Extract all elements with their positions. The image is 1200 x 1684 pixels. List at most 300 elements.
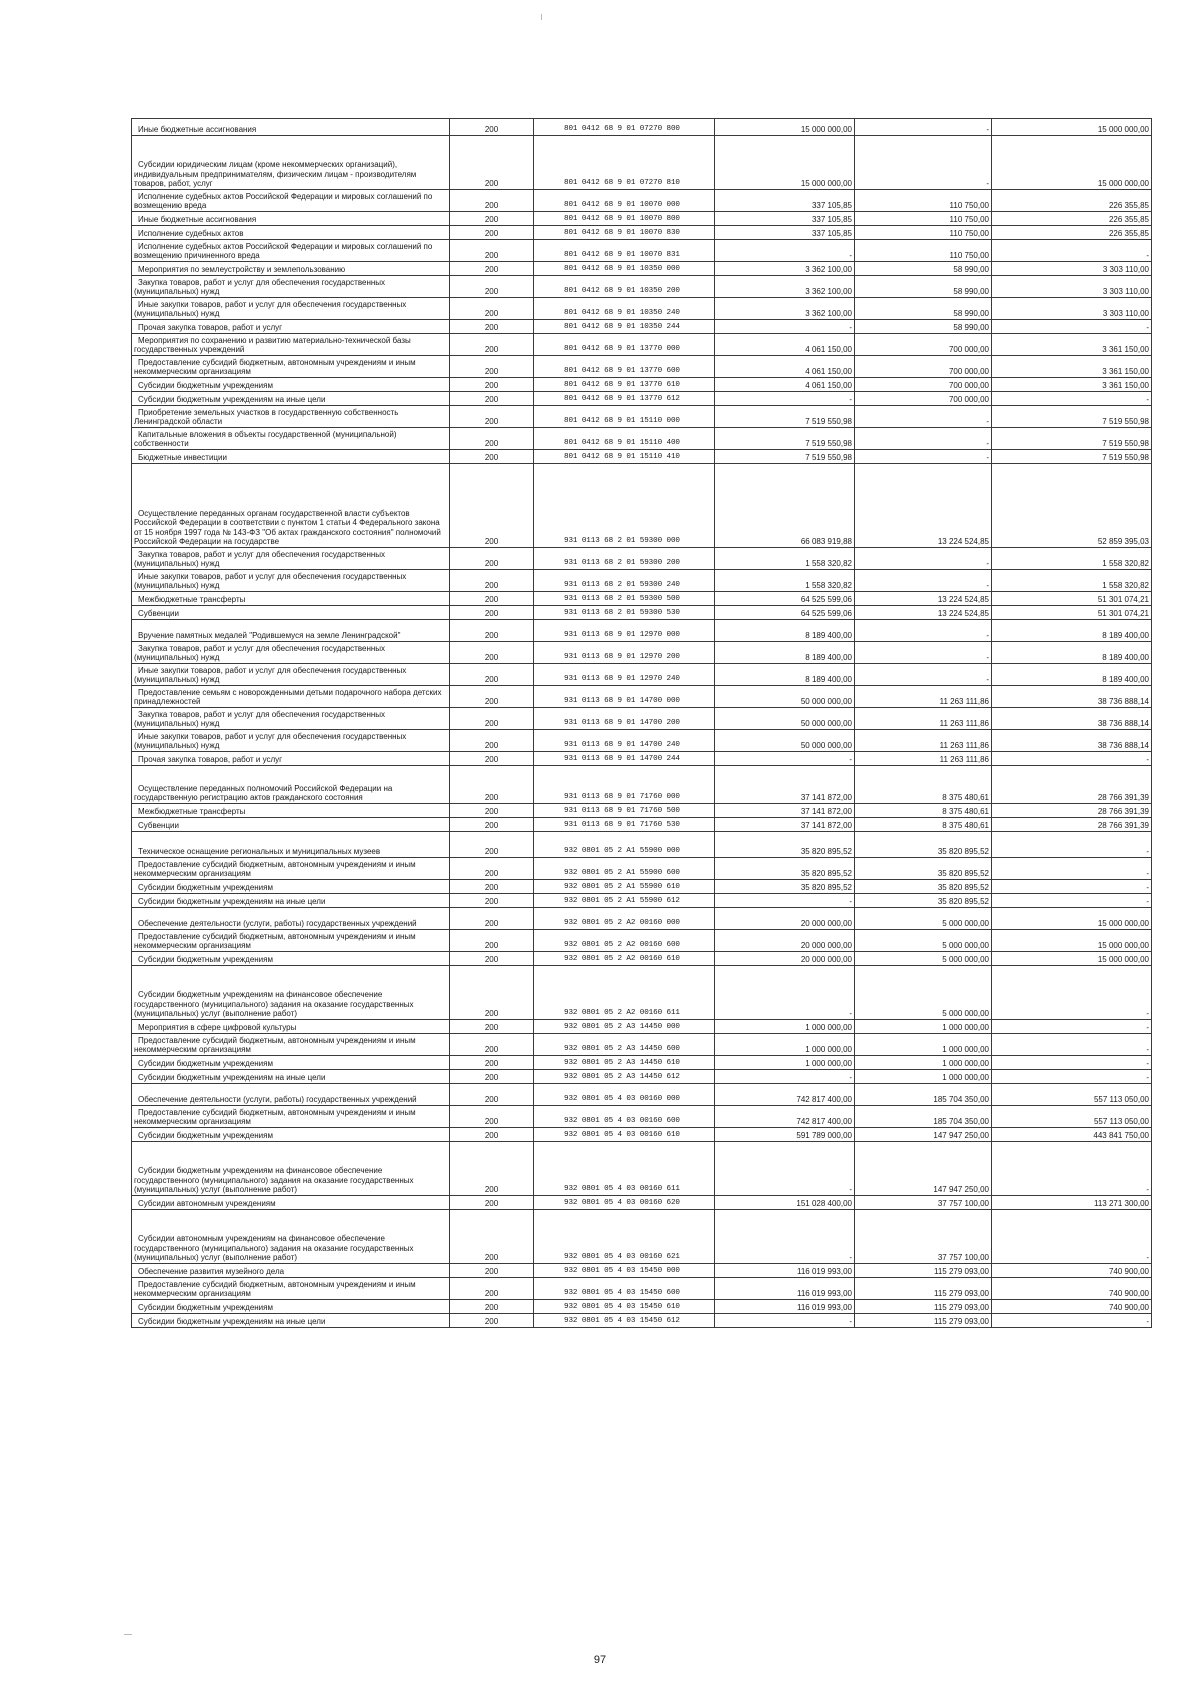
row-name-cell: Предоставление субсидий бюджетным, автономным учреждениям и иным некоммерческим организациям <box>132 356 450 378</box>
row-kbk-cell: 932 0801 05 2 A3 14450 600 <box>534 1034 715 1056</box>
table-row <box>132 334 1152 356</box>
row-value-executed-cell: 37 757 100,00 <box>855 1210 992 1264</box>
row-name-cell: Субсидии юридическим лицам (кроме некоммерческих организаций), индивидуальным предпринимателям, физическим лицам - производителям товаров, работ, услуг <box>132 136 450 190</box>
row-kbk-cell: 931 0113 68 9 01 71760 530 <box>534 818 715 832</box>
row-value-executed-cell: 115 279 093,00 <box>855 1300 992 1314</box>
row-name-cell: Исполнение судебных актов <box>132 226 450 240</box>
row-code-cell: 200 <box>450 894 534 908</box>
table-row <box>132 406 1152 428</box>
row-value-executed-cell: 110 750,00 <box>855 212 992 226</box>
row-kbk-cell: 931 0113 68 2 01 59300 530 <box>534 606 715 620</box>
row-value-executed-cell: 58 990,00 <box>855 276 992 298</box>
row-name-cell: Предоставление субсидий бюджетным, автономным учреждениям и иным некоммерческим организациям <box>132 1106 450 1128</box>
row-kbk-cell: 801 0412 68 9 01 07270 810 <box>534 136 715 190</box>
row-value-remaining-cell: 740 900,00 <box>992 1264 1152 1278</box>
row-value-approved-cell: 8 189 400,00 <box>715 664 855 686</box>
row-value-remaining-cell: 7 519 550,98 <box>992 428 1152 450</box>
row-kbk-cell: 932 0801 05 2 A2 00160 600 <box>534 930 715 952</box>
row-code-cell: 200 <box>450 880 534 894</box>
row-value-executed-cell: 700 000,00 <box>855 392 992 406</box>
row-value-remaining-cell: - <box>992 1070 1152 1084</box>
row-value-approved-cell: 3 362 100,00 <box>715 262 855 276</box>
row-value-executed-cell: 1 000 000,00 <box>855 1070 992 1084</box>
row-kbk-cell: 932 0801 05 2 A3 14450 000 <box>534 1020 715 1034</box>
row-value-approved-cell: 15 000 000,00 <box>715 136 855 190</box>
row-value-executed-cell: 1 000 000,00 <box>855 1020 992 1034</box>
table-row <box>132 428 1152 450</box>
row-value-approved-cell: 337 105,85 <box>715 190 855 212</box>
row-name-cell: Субсидии бюджетным учреждениям <box>132 1056 450 1070</box>
row-value-approved-cell: 37 141 872,00 <box>715 766 855 804</box>
row-kbk-cell: 932 0801 05 4 03 15450 000 <box>534 1264 715 1278</box>
row-kbk-cell: 932 0801 05 4 03 00160 000 <box>534 1084 715 1106</box>
row-name-cell: Субсидии бюджетным учреждениям на иные цели <box>132 392 450 406</box>
row-value-approved-cell: 7 519 550,98 <box>715 406 855 428</box>
row-kbk-cell: 801 0412 68 9 01 13770 610 <box>534 378 715 392</box>
table-row <box>132 392 1152 406</box>
scan-artifact <box>541 14 542 20</box>
row-name-cell: Обеспечение развития музейного дела <box>132 1264 450 1278</box>
row-code-cell: 200 <box>450 592 534 606</box>
row-value-approved-cell: 116 019 993,00 <box>715 1264 855 1278</box>
table-row <box>132 858 1152 880</box>
row-kbk-cell: 931 0113 68 9 01 14700 244 <box>534 752 715 766</box>
table-row <box>132 592 1152 606</box>
row-value-remaining-cell: - <box>992 894 1152 908</box>
table-row <box>132 378 1152 392</box>
row-name-cell: Иные закупки товаров, работ и услуг для обеспечения государственных (муниципальных) нужд <box>132 298 450 320</box>
row-value-remaining-cell: 443 841 750,00 <box>992 1128 1152 1142</box>
row-value-remaining-cell: 38 736 888,14 <box>992 730 1152 752</box>
table-row <box>132 966 1152 1020</box>
row-value-approved-cell: 116 019 993,00 <box>715 1300 855 1314</box>
row-code-cell: 200 <box>450 1034 534 1056</box>
row-code-cell: 200 <box>450 1300 534 1314</box>
row-code-cell: 200 <box>450 908 534 930</box>
row-code-cell: 200 <box>450 730 534 752</box>
row-value-remaining-cell: 226 355,85 <box>992 226 1152 240</box>
row-code-cell: 200 <box>450 136 534 190</box>
row-value-remaining-cell: 8 189 400,00 <box>992 642 1152 664</box>
row-value-remaining-cell: 1 558 320,82 <box>992 570 1152 592</box>
row-value-approved-cell: 1 000 000,00 <box>715 1056 855 1070</box>
budget-table-body <box>132 119 1152 1328</box>
row-name-cell: Иные закупки товаров, работ и услуг для обеспечения государственных (муниципальных) нужд <box>132 570 450 592</box>
table-row <box>132 262 1152 276</box>
table-row <box>132 1142 1152 1196</box>
row-value-executed-cell: - <box>855 406 992 428</box>
row-value-executed-cell: 185 704 350,00 <box>855 1106 992 1128</box>
row-code-cell: 200 <box>450 966 534 1020</box>
row-value-approved-cell: 8 189 400,00 <box>715 642 855 664</box>
row-code-cell: 200 <box>450 119 534 136</box>
row-value-approved-cell: 66 083 919,88 <box>715 464 855 548</box>
row-value-approved-cell: 35 820 895,52 <box>715 880 855 894</box>
row-name-cell: Субсидии бюджетным учреждениям <box>132 880 450 894</box>
row-code-cell: 200 <box>450 392 534 406</box>
row-code-cell: 200 <box>450 1106 534 1128</box>
row-value-remaining-cell: 8 189 400,00 <box>992 620 1152 642</box>
row-value-remaining-cell: 3 361 150,00 <box>992 334 1152 356</box>
row-value-remaining-cell: - <box>992 880 1152 894</box>
row-kbk-cell: 932 0801 05 4 03 00160 620 <box>534 1196 715 1210</box>
row-value-executed-cell: 110 750,00 <box>855 240 992 262</box>
row-value-remaining-cell: 15 000 000,00 <box>992 952 1152 966</box>
row-value-approved-cell: 591 789 000,00 <box>715 1128 855 1142</box>
row-code-cell: 200 <box>450 642 534 664</box>
row-code-cell: 200 <box>450 570 534 592</box>
table-row <box>132 1278 1152 1300</box>
row-kbk-cell: 801 0412 68 9 01 07270 800 <box>534 119 715 136</box>
row-value-approved-cell: 3 362 100,00 <box>715 298 855 320</box>
table-row <box>132 1210 1152 1264</box>
row-value-remaining-cell: - <box>992 1210 1152 1264</box>
row-value-approved-cell: 337 105,85 <box>715 212 855 226</box>
row-value-remaining-cell: 51 301 074,21 <box>992 592 1152 606</box>
row-value-remaining-cell: 28 766 391,39 <box>992 818 1152 832</box>
row-value-executed-cell: 11 263 111,86 <box>855 730 992 752</box>
row-kbk-cell: 932 0801 05 4 03 00160 611 <box>534 1142 715 1196</box>
row-value-executed-cell: - <box>855 570 992 592</box>
table-row <box>132 464 1152 548</box>
row-value-approved-cell: - <box>715 1142 855 1196</box>
row-value-executed-cell: 11 263 111,86 <box>855 686 992 708</box>
row-value-remaining-cell: - <box>992 966 1152 1020</box>
row-kbk-cell: 932 0801 05 2 A3 14450 610 <box>534 1056 715 1070</box>
row-value-approved-cell: - <box>715 894 855 908</box>
row-name-cell: Предоставление субсидий бюджетным, автономным учреждениям и иным некоммерческим организациям <box>132 1278 450 1300</box>
row-kbk-cell: 931 0113 68 9 01 12970 200 <box>534 642 715 664</box>
row-value-remaining-cell: 7 519 550,98 <box>992 450 1152 464</box>
row-value-executed-cell: 8 375 480,61 <box>855 804 992 818</box>
row-value-executed-cell: 11 263 111,86 <box>855 752 992 766</box>
row-value-executed-cell: - <box>855 664 992 686</box>
row-name-cell: Субсидии бюджетным учреждениям <box>132 1128 450 1142</box>
row-kbk-cell: 932 0801 05 2 A1 55900 612 <box>534 894 715 908</box>
row-value-executed-cell: 35 820 895,52 <box>855 858 992 880</box>
row-value-remaining-cell: 113 271 300,00 <box>992 1196 1152 1210</box>
row-kbk-cell: 931 0113 68 9 01 14700 000 <box>534 686 715 708</box>
row-value-executed-cell: - <box>855 428 992 450</box>
row-name-cell: Субвенции <box>132 818 450 832</box>
row-code-cell: 200 <box>450 334 534 356</box>
row-kbk-cell: 931 0113 68 2 01 59300 500 <box>534 592 715 606</box>
row-name-cell: Исполнение судебных актов Российской Федерации и мировых соглашений по возмещению вреда <box>132 190 450 212</box>
table-row <box>132 136 1152 190</box>
row-name-cell: Прочая закупка товаров, работ и услуг <box>132 752 450 766</box>
row-value-approved-cell: 151 028 400,00 <box>715 1196 855 1210</box>
row-code-cell: 200 <box>450 832 534 858</box>
row-name-cell: Мероприятия по землеустройству и землепользованию <box>132 262 450 276</box>
row-value-approved-cell: - <box>715 320 855 334</box>
row-value-approved-cell: 1 000 000,00 <box>715 1034 855 1056</box>
row-code-cell: 200 <box>450 752 534 766</box>
table-row <box>132 832 1152 858</box>
row-name-cell: Закупка товаров, работ и услуг для обеспечения государственных (муниципальных) нужд <box>132 642 450 664</box>
row-value-approved-cell: 35 820 895,52 <box>715 858 855 880</box>
table-row <box>132 1264 1152 1278</box>
row-value-executed-cell: - <box>855 642 992 664</box>
row-kbk-cell: 801 0412 68 9 01 10350 244 <box>534 320 715 334</box>
row-value-remaining-cell: 3 303 110,00 <box>992 262 1152 276</box>
row-value-remaining-cell: 226 355,85 <box>992 190 1152 212</box>
row-value-executed-cell: 185 704 350,00 <box>855 1084 992 1106</box>
row-value-executed-cell: 700 000,00 <box>855 378 992 392</box>
table-row <box>132 1106 1152 1128</box>
table-row <box>132 930 1152 952</box>
row-value-remaining-cell: 28 766 391,39 <box>992 804 1152 818</box>
row-kbk-cell: 801 0412 68 9 01 13770 612 <box>534 392 715 406</box>
row-kbk-cell: 801 0412 68 9 01 10350 000 <box>534 262 715 276</box>
row-code-cell: 200 <box>450 1128 534 1142</box>
row-code-cell: 200 <box>450 818 534 832</box>
row-value-approved-cell: 20 000 000,00 <box>715 908 855 930</box>
table-row <box>132 212 1152 226</box>
row-kbk-cell: 932 0801 05 4 03 00160 600 <box>534 1106 715 1128</box>
row-code-cell: 200 <box>450 1070 534 1084</box>
row-name-cell: Предоставление семьям с новорожденными детьми подарочного набора детских принадлежностей <box>132 686 450 708</box>
row-value-approved-cell: 742 817 400,00 <box>715 1106 855 1128</box>
row-value-remaining-cell: 3 361 150,00 <box>992 356 1152 378</box>
row-value-executed-cell: 147 947 250,00 <box>855 1142 992 1196</box>
row-value-executed-cell: - <box>855 548 992 570</box>
row-name-cell: Вручение памятных медалей "Родившемуся на земле Ленинградской" <box>132 620 450 642</box>
row-code-cell: 200 <box>450 606 534 620</box>
row-value-approved-cell: 50 000 000,00 <box>715 708 855 730</box>
page-number: 97 <box>593 1654 607 1666</box>
row-value-executed-cell: - <box>855 620 992 642</box>
row-value-approved-cell: 4 061 150,00 <box>715 356 855 378</box>
table-row <box>132 908 1152 930</box>
row-value-remaining-cell: - <box>992 240 1152 262</box>
row-code-cell: 200 <box>450 378 534 392</box>
row-value-executed-cell: 13 224 524,85 <box>855 592 992 606</box>
row-kbk-cell: 932 0801 05 2 A1 55900 000 <box>534 832 715 858</box>
table-row <box>132 1196 1152 1210</box>
row-value-approved-cell: 15 000 000,00 <box>715 119 855 136</box>
row-value-remaining-cell: - <box>992 832 1152 858</box>
row-code-cell: 200 <box>450 262 534 276</box>
row-code-cell: 200 <box>450 356 534 378</box>
row-value-approved-cell: - <box>715 1070 855 1084</box>
row-code-cell: 200 <box>450 1196 534 1210</box>
row-code-cell: 200 <box>450 226 534 240</box>
table-row <box>132 818 1152 832</box>
row-value-approved-cell: 37 141 872,00 <box>715 818 855 832</box>
row-value-remaining-cell: 38 736 888,14 <box>992 708 1152 730</box>
row-value-remaining-cell: - <box>992 1142 1152 1196</box>
row-value-executed-cell: 5 000 000,00 <box>855 966 992 1020</box>
row-code-cell: 200 <box>450 1142 534 1196</box>
table-row <box>132 190 1152 212</box>
table-row <box>132 1070 1152 1084</box>
row-value-remaining-cell: 557 113 050,00 <box>992 1084 1152 1106</box>
table-row <box>132 548 1152 570</box>
row-code-cell: 200 <box>450 1210 534 1264</box>
row-value-executed-cell: 11 263 111,86 <box>855 708 992 730</box>
row-kbk-cell: 931 0113 68 9 01 12970 000 <box>534 620 715 642</box>
row-value-approved-cell: - <box>715 966 855 1020</box>
row-name-cell: Межбюджетные трансферты <box>132 592 450 606</box>
row-value-remaining-cell: - <box>992 392 1152 406</box>
row-value-executed-cell: - <box>855 119 992 136</box>
row-name-cell: Обеспечение деятельности (услуги, работы) государственных учреждений <box>132 1084 450 1106</box>
row-value-executed-cell: 1 000 000,00 <box>855 1056 992 1070</box>
row-value-remaining-cell: - <box>992 1056 1152 1070</box>
row-value-executed-cell: 37 757 100,00 <box>855 1196 992 1210</box>
row-name-cell: Субсидии бюджетным учреждениям <box>132 952 450 966</box>
row-value-approved-cell: 37 141 872,00 <box>715 804 855 818</box>
row-value-remaining-cell: 38 736 888,14 <box>992 686 1152 708</box>
row-value-remaining-cell: 15 000 000,00 <box>992 908 1152 930</box>
row-name-cell: Субсидии бюджетным учреждениям <box>132 378 450 392</box>
row-value-remaining-cell: 740 900,00 <box>992 1278 1152 1300</box>
row-value-remaining-cell: - <box>992 858 1152 880</box>
row-value-approved-cell: 116 019 993,00 <box>715 1278 855 1300</box>
table-row <box>132 240 1152 262</box>
row-value-executed-cell: 147 947 250,00 <box>855 1128 992 1142</box>
row-value-executed-cell: 8 375 480,61 <box>855 766 992 804</box>
row-kbk-cell: 801 0412 68 9 01 15110 000 <box>534 406 715 428</box>
row-code-cell: 200 <box>450 1056 534 1070</box>
row-value-executed-cell: 115 279 093,00 <box>855 1264 992 1278</box>
row-value-executed-cell: 5 000 000,00 <box>855 908 992 930</box>
row-name-cell: Осуществление переданных полномочий Российской Федерации на государственную регистрацию актов гражданского состояния <box>132 766 450 804</box>
row-name-cell: Иные бюджетные ассигнования <box>132 119 450 136</box>
row-name-cell: Субвенции <box>132 606 450 620</box>
row-value-approved-cell: 64 525 599,06 <box>715 606 855 620</box>
row-value-approved-cell: - <box>715 240 855 262</box>
row-kbk-cell: 801 0412 68 9 01 10070 000 <box>534 190 715 212</box>
table-row <box>132 620 1152 642</box>
row-kbk-cell: 801 0412 68 9 01 10350 240 <box>534 298 715 320</box>
row-kbk-cell: 801 0412 68 9 01 10070 831 <box>534 240 715 262</box>
row-code-cell: 200 <box>450 320 534 334</box>
row-value-remaining-cell: - <box>992 752 1152 766</box>
table-row <box>132 952 1152 966</box>
row-code-cell: 200 <box>450 664 534 686</box>
row-value-approved-cell: - <box>715 392 855 406</box>
table-row <box>132 880 1152 894</box>
row-kbk-cell: 931 0113 68 2 01 59300 240 <box>534 570 715 592</box>
row-name-cell: Предоставление субсидий бюджетным, автономным учреждениям и иным некоммерческим организациям <box>132 858 450 880</box>
row-code-cell: 200 <box>450 1084 534 1106</box>
row-kbk-cell: 932 0801 05 4 03 15450 610 <box>534 1300 715 1314</box>
row-code-cell: 200 <box>450 708 534 730</box>
row-value-approved-cell: 1 558 320,82 <box>715 570 855 592</box>
row-name-cell: Межбюджетные трансферты <box>132 804 450 818</box>
row-name-cell: Предоставление субсидий бюджетным, автономным учреждениям и иным некоммерческим организациям <box>132 1034 450 1056</box>
row-name-cell: Приобретение земельных участков в государственную собственность Ленинградской области <box>132 406 450 428</box>
row-code-cell: 200 <box>450 952 534 966</box>
row-value-remaining-cell: 52 859 395,03 <box>992 464 1152 548</box>
row-value-executed-cell: 115 279 093,00 <box>855 1278 992 1300</box>
row-value-executed-cell: 700 000,00 <box>855 334 992 356</box>
row-code-cell: 200 <box>450 804 534 818</box>
row-value-executed-cell: 700 000,00 <box>855 356 992 378</box>
row-value-executed-cell: 58 990,00 <box>855 262 992 276</box>
table-row <box>132 766 1152 804</box>
row-kbk-cell: 801 0412 68 9 01 15110 410 <box>534 450 715 464</box>
row-name-cell: Закупка товаров, работ и услуг для обеспечения государственных (муниципальных) нужд <box>132 708 450 730</box>
table-row <box>132 664 1152 686</box>
row-code-cell: 200 <box>450 406 534 428</box>
row-name-cell: Предоставление субсидий бюджетным, автономным учреждениям и иным некоммерческим организациям <box>132 930 450 952</box>
table-row <box>132 686 1152 708</box>
row-value-remaining-cell: 28 766 391,39 <box>992 766 1152 804</box>
row-value-remaining-cell: 15 000 000,00 <box>992 930 1152 952</box>
row-kbk-cell: 932 0801 05 2 A2 00160 000 <box>534 908 715 930</box>
row-kbk-cell: 931 0113 68 9 01 12970 240 <box>534 664 715 686</box>
row-kbk-cell: 931 0113 68 2 01 59300 200 <box>534 548 715 570</box>
table-row <box>132 1300 1152 1314</box>
table-row <box>132 606 1152 620</box>
row-code-cell: 200 <box>450 212 534 226</box>
row-value-approved-cell: 337 105,85 <box>715 226 855 240</box>
row-code-cell: 200 <box>450 464 534 548</box>
table-row <box>132 119 1152 136</box>
row-kbk-cell: 932 0801 05 4 03 15450 600 <box>534 1278 715 1300</box>
row-value-remaining-cell: 8 189 400,00 <box>992 664 1152 686</box>
row-kbk-cell: 931 0113 68 9 01 71760 000 <box>534 766 715 804</box>
row-value-executed-cell: 115 279 093,00 <box>855 1314 992 1328</box>
row-name-cell: Иные закупки товаров, работ и услуг для обеспечения государственных (муниципальных) нужд <box>132 730 450 752</box>
row-value-executed-cell: 13 224 524,85 <box>855 606 992 620</box>
row-name-cell: Субсидии бюджетным учреждениям на финансовое обеспечение государственного (муниципального) задания на оказание государственных (муниципальных) услуг (выполнение работ) <box>132 966 450 1020</box>
budget-table <box>131 118 1152 1328</box>
table-row <box>132 1020 1152 1034</box>
table-row <box>132 1034 1152 1056</box>
table-row <box>132 708 1152 730</box>
row-code-cell: 200 <box>450 190 534 212</box>
row-value-remaining-cell: 15 000 000,00 <box>992 119 1152 136</box>
scan-artifact <box>124 1634 132 1635</box>
row-kbk-cell: 801 0412 68 9 01 13770 600 <box>534 356 715 378</box>
row-code-cell: 200 <box>450 1020 534 1034</box>
row-value-executed-cell: 110 750,00 <box>855 226 992 240</box>
table-row <box>132 320 1152 334</box>
row-name-cell: Техническое оснащение региональных и муниципальных музеев <box>132 832 450 858</box>
row-kbk-cell: 801 0412 68 9 01 15110 400 <box>534 428 715 450</box>
row-value-approved-cell: 64 525 599,06 <box>715 592 855 606</box>
row-kbk-cell: 801 0412 68 9 01 10350 200 <box>534 276 715 298</box>
row-kbk-cell: 931 0113 68 9 01 71760 500 <box>534 804 715 818</box>
row-value-remaining-cell: - <box>992 1314 1152 1328</box>
row-value-approved-cell: 742 817 400,00 <box>715 1084 855 1106</box>
row-name-cell: Исполнение судебных актов Российской Федерации и мировых соглашений по возмещению причиненного вреда <box>132 240 450 262</box>
row-value-approved-cell: 8 189 400,00 <box>715 620 855 642</box>
row-code-cell: 200 <box>450 450 534 464</box>
row-value-approved-cell: - <box>715 1314 855 1328</box>
row-name-cell: Субсидии бюджетным учреждениям на финансовое обеспечение государственного (муниципального) задания на оказание государственных (муниципальных) услуг (выполнение работ) <box>132 1142 450 1196</box>
row-value-executed-cell: 8 375 480,61 <box>855 818 992 832</box>
row-kbk-cell: 932 0801 05 2 A1 55900 610 <box>534 880 715 894</box>
table-row <box>132 298 1152 320</box>
row-code-cell: 200 <box>450 548 534 570</box>
row-value-executed-cell: 5 000 000,00 <box>855 930 992 952</box>
row-name-cell: Капитальные вложения в объекты государственной (муниципальной) собственности <box>132 428 450 450</box>
row-value-approved-cell: 3 362 100,00 <box>715 276 855 298</box>
row-name-cell: Мероприятия в сфере цифровой культуры <box>132 1020 450 1034</box>
table-row <box>132 570 1152 592</box>
row-value-approved-cell: 50 000 000,00 <box>715 730 855 752</box>
row-value-approved-cell: 35 820 895,52 <box>715 832 855 858</box>
row-name-cell: Осуществление переданных органам государственной власти субъектов Российской Федерации в соответствии с пунктом 1 статьи 4 Федерального закона от 15 ноября 1997 года № 143-ФЗ "Об актах гражданского состояния" полномочий Российской Федерации на государстве <box>132 464 450 548</box>
row-kbk-cell: 931 0113 68 9 01 14700 200 <box>534 708 715 730</box>
row-name-cell: Субсидии автономным учреждениям на финансовое обеспечение государственного (муниципального) задания на оказание государственных (муниципальных) услуг (выполнение работ) <box>132 1210 450 1264</box>
row-kbk-cell: 932 0801 05 4 03 00160 610 <box>534 1128 715 1142</box>
row-kbk-cell: 932 0801 05 2 A2 00160 611 <box>534 966 715 1020</box>
